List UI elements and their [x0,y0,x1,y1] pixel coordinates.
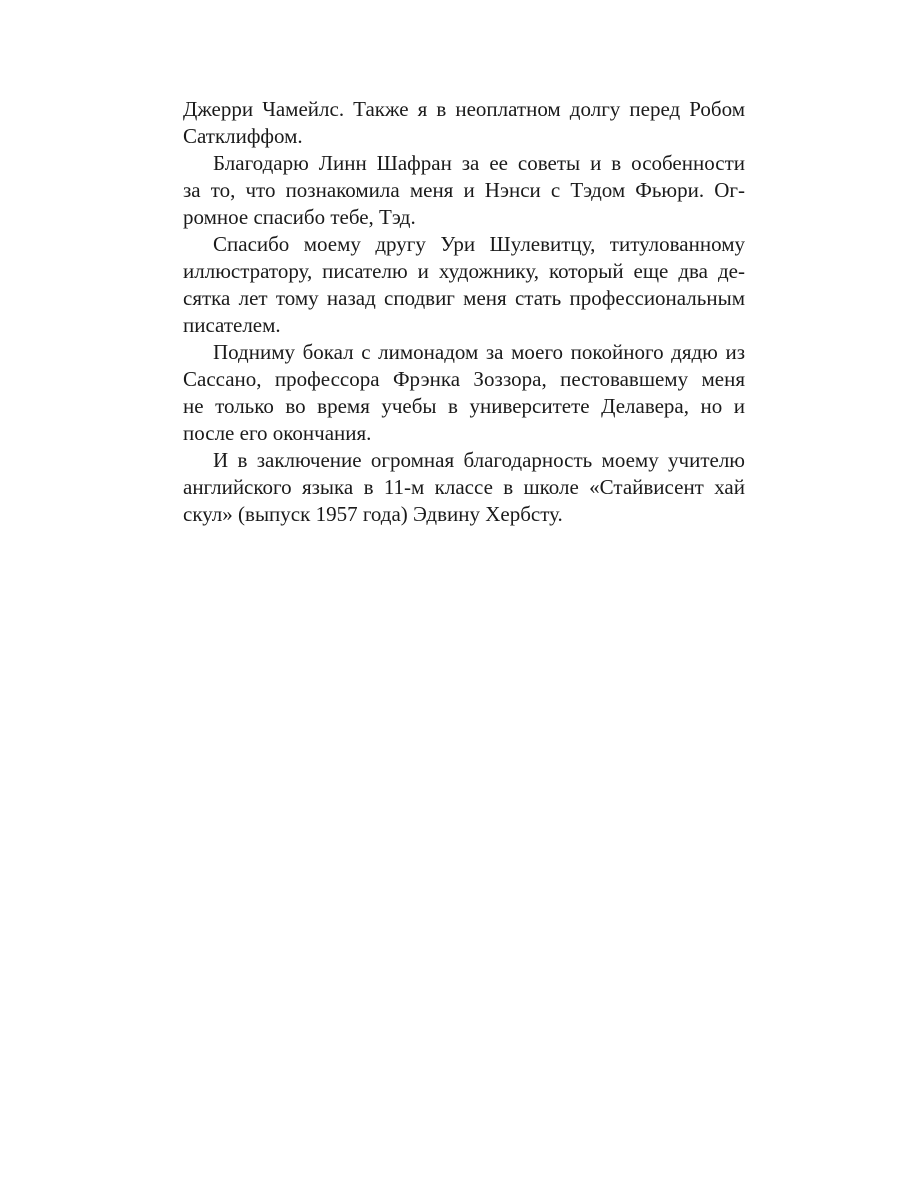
text-line: за то, что познакомила меня и Нэнси с Тэдом Фьюри. Ог- [183,178,745,202]
text-line: Сассано, профессора Фрэнка Зоззора, пестовавшему меня [183,367,745,391]
paragraph-first-line: Благодарю Линн Шафран за ее советы и в особенности [213,151,745,175]
text-line: Сатклиффом. [183,124,303,148]
text-line: скул» (выпуск 1957 года) Эдвину Хербсту. [183,502,563,526]
text-line: сятка лет тому назад сподвиг меня стать профессиональным [183,286,745,310]
text-line: иллюстратору, писателю и художнику, который еще два де- [183,259,745,283]
text-line: не только во время учебы в университете Делавера, но и [183,394,745,418]
text-line: ромное спасибо тебе, Тэд. [183,205,416,229]
text-line: после его окончания. [183,421,372,445]
text-line: писателем. [183,313,281,337]
paragraph-first-line: И в заключение огромная благодарность моему учителю [213,448,745,472]
acknowledgements-text [183,96,745,528]
text-line: Джерри Чамейлс. Также я в неоплатном долгу перед Робом [183,97,745,121]
paragraph-first-line: Подниму бокал с лимонадом за моего покойного дядю из [213,340,745,364]
text-line: английского языка в 11-м классе в школе «Стайвисент хай [183,475,745,499]
paragraph-first-line: Спасибо моему другу Ури Шулевитцу, титулованному [213,232,745,256]
